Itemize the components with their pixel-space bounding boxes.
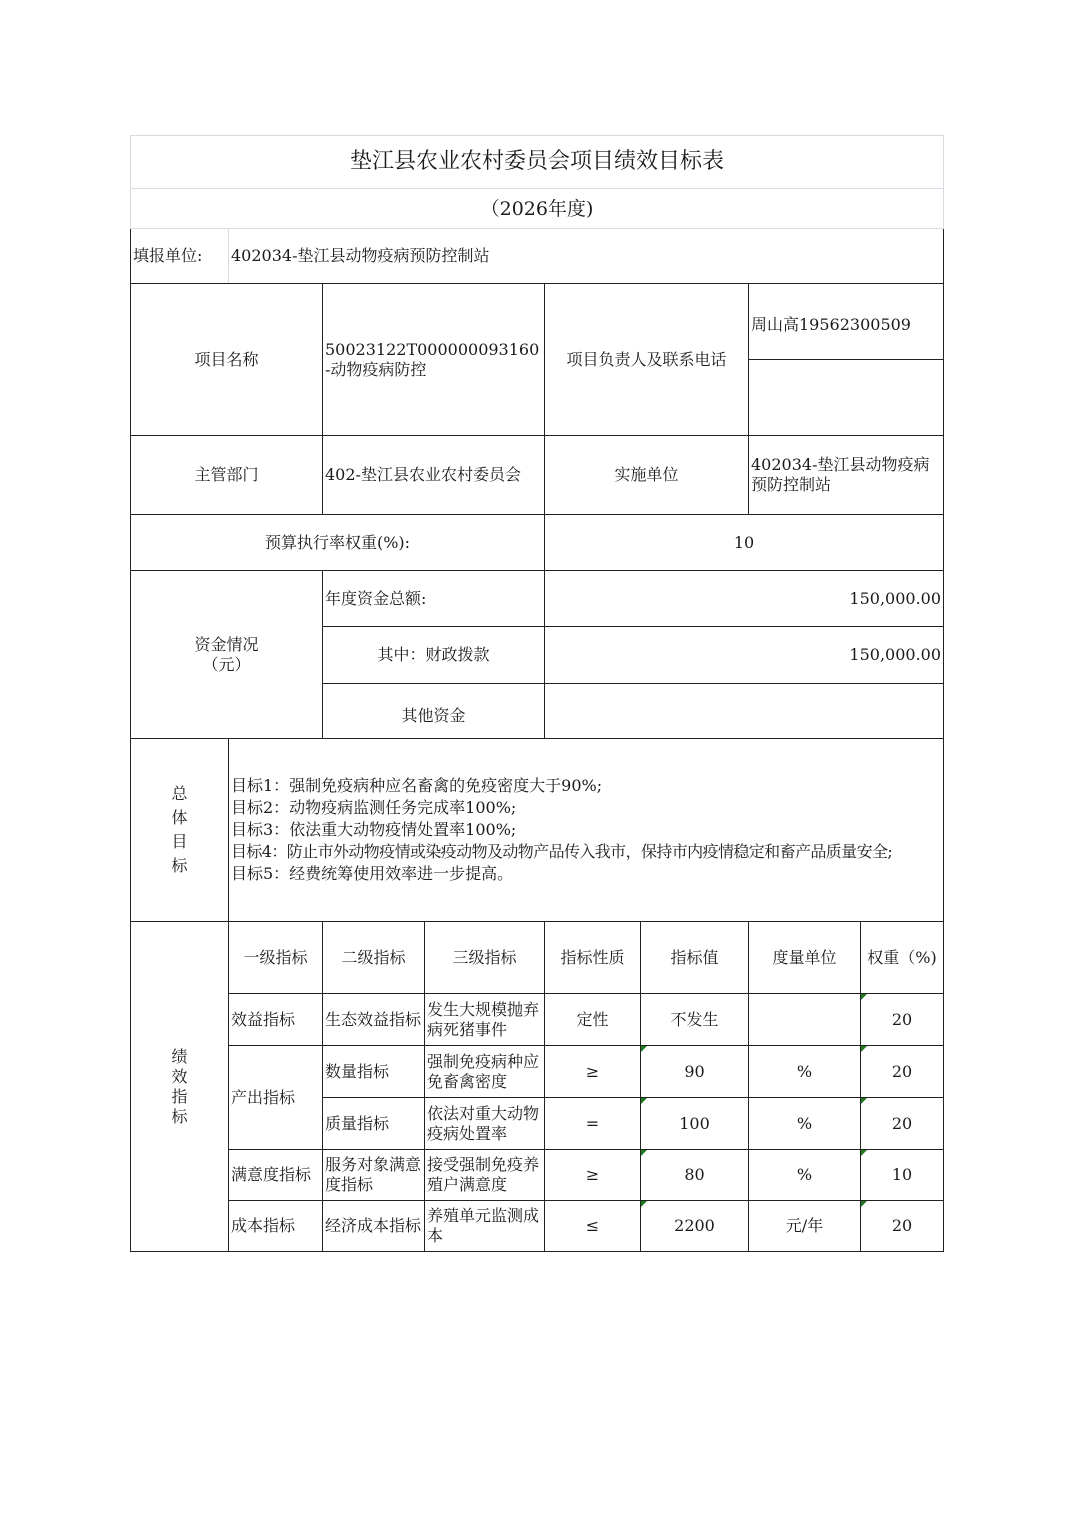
goal-item: 目标2：动物疫病监测任务完成率100%;	[231, 798, 517, 817]
cell-level3-text: 接受强制免疫养殖户满意度	[427, 1155, 540, 1194]
performance-table	[130, 135, 944, 1252]
funds-label: 资金情况	[194, 634, 259, 654]
cell-weight: 20	[861, 994, 944, 1046]
goal-item: 目标4：防止市外动物疫情或染疫动物及动物产品传入我市，保持市内疫情稳定和畜产品质量安全;	[231, 842, 893, 861]
cell-level1: 产出指标	[229, 1046, 323, 1150]
funds-other-value	[545, 684, 944, 739]
cell-level2	[323, 1201, 425, 1252]
performance-label	[131, 922, 229, 1252]
department-value: 402-垫江县农业农村委员会	[323, 436, 545, 515]
cell-weight: 10	[861, 1150, 944, 1201]
impl-unit-text: 402034-垫江县动物疫病预防控制站	[751, 455, 930, 494]
cell-value: 90	[641, 1046, 749, 1098]
goal-item: 目标5：经费统筹使用效率进一步提高。	[231, 864, 514, 883]
funds-fiscal-label: 其中：财政拨款	[323, 627, 545, 684]
cell-level3	[425, 1201, 545, 1252]
cell-weight: 20	[861, 1046, 944, 1098]
header-nature: 指标性质	[545, 922, 641, 994]
cell-nature: =	[545, 1098, 641, 1150]
cell-value: 100	[641, 1098, 749, 1150]
performance-target-sheet	[130, 135, 943, 1252]
header-level1: 一级指标	[229, 922, 323, 994]
cell-level3-text: 养殖单元监测成本	[427, 1206, 540, 1245]
cell-level3	[425, 1098, 545, 1150]
filing-unit-value: 402034-垫江县动物疫病预防控制站	[229, 229, 944, 284]
cell-nature: ≤	[545, 1201, 641, 1252]
cell-value: 80	[641, 1150, 749, 1201]
cell-level3	[425, 1150, 545, 1201]
cell-level2-text: 生态效益指标	[325, 1009, 422, 1029]
overall-goals-content	[229, 739, 944, 922]
performance-char: 绩	[171, 1046, 188, 1066]
overall-goals-label-cell	[131, 739, 229, 922]
project-contact-value: 周山高19562300509	[749, 284, 944, 360]
impl-unit-value	[749, 436, 944, 515]
performance-char: 标	[171, 1106, 188, 1126]
cell-nature: 定性	[545, 994, 641, 1046]
cell-unit: %	[749, 1150, 861, 1201]
project-name-text: 50023122T000000093160-动物疫病防控	[325, 339, 540, 379]
cell-unit: %	[749, 1046, 861, 1098]
budget-weight-value: 10	[545, 515, 944, 571]
cell-nature: ≥	[545, 1150, 641, 1201]
cell-level2	[323, 994, 425, 1046]
funds-fiscal-value: 150,000.00	[545, 627, 944, 684]
cell-level1: 成本指标	[229, 1201, 323, 1252]
cell-unit: 元/年	[749, 1201, 861, 1252]
cell-level3	[425, 1046, 545, 1098]
header-level2: 二级指标	[323, 922, 425, 994]
cell-weight: 20	[861, 1098, 944, 1150]
project-contact-label: 项目负责人及联系电话	[545, 284, 749, 436]
header-weight: 权重（%)	[861, 922, 944, 994]
funds-total-value: 150,000.00	[545, 571, 944, 627]
page-title: 垫江县农业农村委员会项目绩效目标表	[131, 136, 944, 189]
cell-level3	[425, 994, 545, 1046]
table-row	[131, 1150, 944, 1201]
cell-weight: 20	[861, 1201, 944, 1252]
department-label: 主管部门	[131, 436, 323, 515]
goal-item: 目标1：强制免疫病种应名畜禽的免疫密度大于90%;	[231, 776, 603, 795]
cell-unit	[749, 994, 861, 1046]
year-label: （2026年度)	[131, 189, 944, 229]
table-row	[131, 1201, 944, 1252]
cell-level1: 效益指标	[229, 994, 323, 1046]
overall-goals-label: 总体目标	[171, 784, 188, 875]
funds-label-cell	[131, 571, 323, 739]
cell-level2: 数量指标	[323, 1046, 425, 1098]
budget-weight-label: 预算执行率权重(%):	[131, 515, 545, 571]
filing-unit-label: 填报单位:	[131, 229, 229, 284]
cell-level3-text: 依法对重大动物疫病处置率	[427, 1103, 540, 1143]
funds-other-label: 其他资金	[323, 684, 545, 739]
cell-unit: %	[749, 1098, 861, 1150]
funds-total-label: 年度资金总额:	[323, 571, 545, 627]
table-row	[131, 1046, 944, 1098]
impl-unit-label: 实施单位	[545, 436, 749, 515]
cell-level2-text: 服务对象满意度指标	[325, 1155, 422, 1194]
cell-level1: 满意度指标	[229, 1150, 323, 1201]
project-contact-value-2	[749, 360, 944, 436]
cell-level2-text: 经济成本指标	[325, 1216, 422, 1235]
project-name-label: 项目名称	[131, 284, 323, 436]
cell-level3-text: 发生大规模抛弃病死猪事件	[427, 999, 540, 1039]
cell-level3-text: 强制免疫病种应免畜禽密度	[427, 1051, 540, 1091]
goal-item: 目标3：依法重大动物疫情处置率100%;	[231, 820, 517, 839]
header-unit: 度量单位	[749, 922, 861, 994]
project-name-value	[323, 284, 545, 436]
table-row	[131, 994, 944, 1046]
performance-char: 效	[171, 1066, 188, 1086]
cell-value: 不发生	[641, 994, 749, 1046]
header-level3: 三级指标	[425, 922, 545, 994]
cell-level2: 质量指标	[323, 1098, 425, 1150]
cell-level2	[323, 1150, 425, 1201]
performance-char: 指	[171, 1086, 188, 1106]
header-value: 指标值	[641, 922, 749, 994]
cell-value: 2200	[641, 1201, 749, 1252]
cell-nature: ≥	[545, 1046, 641, 1098]
funds-unit: （元）	[202, 654, 251, 674]
